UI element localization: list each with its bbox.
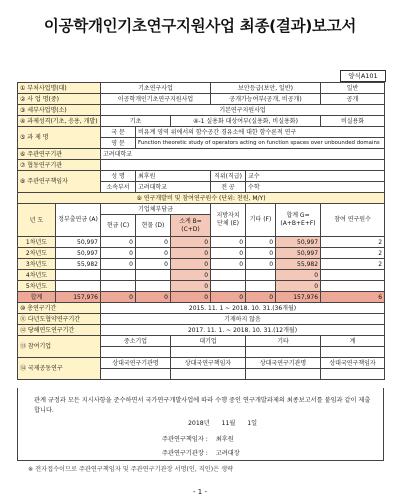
org-head-name: 고려대장 (215, 450, 240, 457)
budget-gov (56, 270, 101, 281)
budget-people: 2 (321, 248, 385, 259)
label: ⑪ 다년도협약연구기간 (18, 314, 101, 325)
budget-kind (136, 281, 171, 292)
row-collab-institution (18, 160, 385, 171)
col-header: 정부출연금 (A) (56, 204, 101, 237)
col-header: 소계 B=(C+D) (171, 215, 211, 237)
budget-sub: 0 (171, 270, 211, 281)
row-current-year-period (18, 325, 385, 336)
value: 일반 (321, 83, 385, 94)
budget-year: 2차년도 (18, 248, 56, 259)
sub-label: 중소기업 (101, 336, 171, 347)
sub-label: 소속부서 (101, 182, 136, 193)
budget-kind: 0 (136, 292, 171, 303)
sub-label: 상대국연구책임자 (321, 358, 385, 369)
budget-people (321, 281, 385, 292)
value: 교수 (246, 171, 385, 182)
budget-cash: 0 (101, 292, 136, 303)
budget-gov: 157,976 (56, 292, 101, 303)
row-project-title-kor (18, 127, 385, 138)
budget-year: 합계 (18, 292, 56, 303)
pi-label: 주관연구책임자 : (162, 436, 208, 443)
budget-local: 0 (211, 248, 246, 259)
value: 비유계 영역 위에서의 함수공간 경유소에 대한 함수론적 연구 (136, 127, 385, 138)
value: 이공학개인기초연구지원사업 (101, 94, 211, 105)
value: 기초 (101, 116, 171, 127)
col-header: 참여 연구원수 (321, 204, 385, 237)
budget-row (18, 248, 385, 259)
value: 2017. 11. 1. ~ 2018. 10. 31.(12개월) (101, 325, 385, 336)
budget-total: 55,982 (276, 259, 321, 270)
pi-signature-line (162, 434, 234, 443)
value: 기초연구사업 (101, 83, 211, 94)
value (246, 347, 321, 358)
value (321, 347, 385, 358)
value: 수학 (246, 182, 385, 193)
row-multi-year-period (18, 314, 385, 325)
budget-sub: 0 (171, 292, 211, 303)
value (321, 369, 385, 380)
budget-etc: 0 (246, 248, 276, 259)
col-header: 기타 (F) (246, 204, 276, 237)
budget-etc (246, 270, 276, 281)
budget-etc (246, 281, 276, 292)
budget-row (18, 292, 385, 303)
budget-cash: 0 (101, 259, 136, 270)
row-ministry-program (18, 83, 385, 94)
row-budget-title (18, 193, 385, 204)
col-header: 합계 G=(A+B+E+F) (276, 204, 321, 237)
label: ⑭ 국제공동연구 (18, 358, 101, 380)
label: 보안등급(보안, 일반) (211, 83, 321, 94)
budget-total: 157,976 (276, 292, 321, 303)
budget-kind (136, 270, 171, 281)
budget-sub: 0 (171, 281, 211, 292)
form-number: 양식A101 (340, 70, 386, 82)
budget-etc: 0 (246, 259, 276, 270)
budget-year: 4차년도 (18, 270, 56, 281)
budget-total: 0 (276, 281, 321, 292)
budget-kind: 0 (136, 259, 171, 270)
budget-sub: 0 (171, 259, 211, 270)
label: ⑧ 주관연구책임자 (18, 171, 101, 193)
row-pi-name (18, 171, 385, 182)
row-budget-header-1 (18, 204, 385, 215)
budget-local: 0 (211, 237, 246, 248)
label: ④ 과제성격(기초, 응용, 개발) (18, 116, 101, 127)
budget-gov: 50,997 (56, 237, 101, 248)
budget-cash (101, 281, 136, 292)
budget-total: 0 (276, 270, 321, 281)
budget-people: 2 (321, 259, 385, 270)
value: 2015. 11. 1 ~ 2018. 10. 31.(36개월) (101, 303, 385, 314)
row-international (18, 358, 385, 369)
footnote: ※ 전자접수이므로 주관연구책임자 및 주관연구기관장 서명(인, 직인)은 생략 (28, 466, 234, 473)
sub-label: 영 문 (101, 138, 136, 149)
budget-people: 6 (321, 292, 385, 303)
label: 공개가능여부(공개, 비공개) (211, 94, 321, 105)
value (171, 369, 246, 380)
value: 기재하지 않음 (101, 314, 385, 325)
budget-year: 3차년도 (18, 259, 56, 270)
budget-kind: 0 (136, 248, 171, 259)
sub-label: 전 공 (211, 182, 246, 193)
budget-cash (101, 270, 136, 281)
budget-sub: 0 (171, 237, 211, 248)
col-header: 기업체부담금 (101, 204, 211, 215)
label: ⑤ 과 제 명 (18, 127, 101, 149)
budget-gov: 55,982 (56, 259, 101, 270)
col-header: 현금 (C) (101, 215, 136, 237)
label: ④-1 실용화 대상여부(실용화, 비실용화) (171, 116, 321, 127)
sub-label: 기타 (246, 336, 321, 347)
budget-total: 50,997 (276, 237, 321, 248)
page-number: - 1 - (193, 488, 207, 496)
row-total-period (18, 303, 385, 314)
value: 최후원 (136, 171, 211, 182)
budget-local (211, 281, 246, 292)
budget-local (211, 270, 246, 281)
budget-year: 5차년도 (18, 281, 56, 292)
row-program (18, 94, 385, 105)
budget-local: 0 (211, 259, 246, 270)
budget-etc: 0 (246, 292, 276, 303)
date-year: 2018년 (188, 420, 210, 427)
sub-label: 국 문 (101, 127, 136, 138)
org-head-label: 주관연구기관장 : (162, 450, 208, 457)
sub-label: 계 (321, 336, 385, 347)
section-title: ⑨ 연구개발비 및 참여연구원수 (단위: 천원, M/Y) (18, 193, 385, 204)
budget-kind: 0 (136, 237, 171, 248)
sub-label: 상대국연구책임자 (171, 358, 246, 369)
sub-label: 대기업 (171, 336, 246, 347)
sub-label: 상대국연구기관명 (101, 358, 171, 369)
submission-statement-box (17, 388, 384, 461)
row-sub-program (18, 105, 385, 116)
value (246, 369, 321, 380)
budget-gov: 50,997 (56, 248, 101, 259)
budget-body (18, 237, 385, 303)
row-host-institution (18, 149, 385, 160)
label: ⑩ 총연구기간 (18, 303, 101, 314)
budget-cash: 0 (101, 237, 136, 248)
label: ⑦ 협동연구기관 (18, 160, 101, 171)
budget-row (18, 270, 385, 281)
report-title: 이공학개인기초연구지원사업 최종(결과)보고서 (43, 17, 357, 35)
budget-etc: 0 (246, 237, 276, 248)
budget-row (18, 237, 385, 248)
budget-row (18, 281, 385, 292)
col-header: 년 도 (18, 204, 56, 237)
value (171, 347, 246, 358)
label: ① 부처사업명(대) (18, 83, 101, 94)
sub-label: 성 명 (101, 171, 136, 182)
budget-local: 0 (211, 292, 246, 303)
date-day: 1일 (247, 420, 258, 427)
budget-year: 1차년도 (18, 237, 56, 248)
col-header: 현물 (D) (136, 215, 171, 237)
budget-gov (56, 281, 101, 292)
value: 고려대학교 (136, 182, 211, 193)
submission-statement: 관계 규정과 모든 지시사항을 준수하면서 국가연구개발사업에 따라 수행 중인 연구개발과제의 최종보고서를 붙임과 같이 제출 합니다. (34, 397, 371, 414)
budget-row (18, 259, 385, 270)
org-head-signature-line (162, 448, 240, 457)
label: ⑫ 당해연도연구기간 (18, 325, 101, 336)
submission-date (188, 418, 257, 427)
value (101, 347, 171, 358)
label: ② 사 업 명(중) (18, 94, 101, 105)
report-form-table (17, 82, 385, 380)
sub-label: 상대국연구기관명 (246, 358, 321, 369)
label: ⑬ 참여기업 (18, 336, 101, 358)
budget-cash: 0 (101, 248, 136, 259)
value: 기본연구지원사업 (101, 105, 385, 116)
value: 비실용화 (321, 116, 385, 127)
budget-total: 50,997 (276, 248, 321, 259)
budget-sub: 0 (171, 248, 211, 259)
value (101, 369, 171, 380)
row-participating-companies (18, 336, 385, 347)
label: ⑥ 주관연구기관 (18, 149, 101, 160)
budget-people: 2 (321, 237, 385, 248)
pi-name: 최후원 (215, 436, 234, 443)
date-month: 11월 (221, 420, 236, 427)
value: 고려대학교 (101, 149, 385, 160)
row-project-nature (18, 116, 385, 127)
label: ③ 세부사업명(소) (18, 105, 101, 116)
value (101, 160, 385, 171)
sub-label: 직위(직급) (211, 171, 246, 182)
value: 공개 (321, 94, 385, 105)
budget-people (321, 270, 385, 281)
value: Function theoretic study of operators acting on function spaces over unbounded domains (136, 138, 385, 149)
col-header: 지방자치 단체 (E) (211, 204, 246, 237)
